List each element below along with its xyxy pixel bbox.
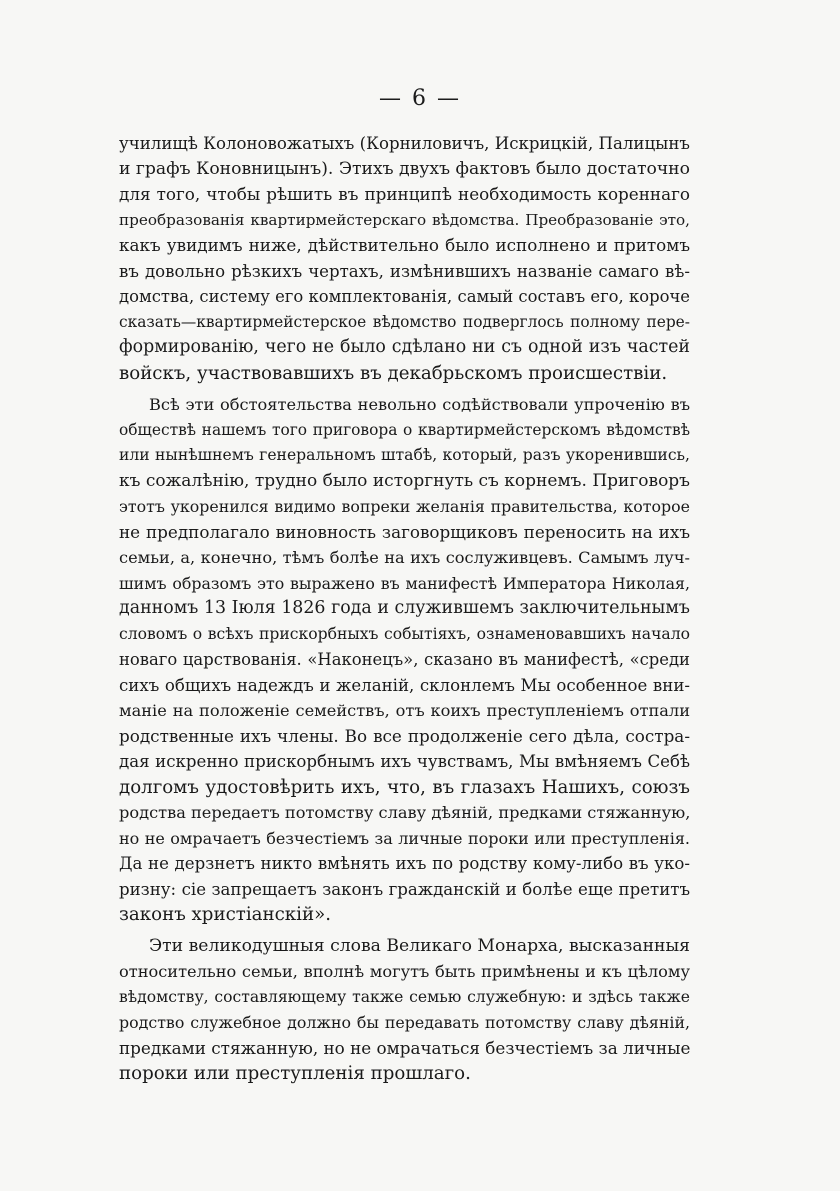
- text-line: данномъ 13 Іюля 1826 года и служившемъ заключительнымъ: [119, 598, 690, 618]
- text-line: дая искренно прискорбнымъ ихъ чувствамъ, Мы вмѣняемъ Себѣ: [119, 752, 690, 771]
- text-line: родство служебное должно бы передавать потомству славу дѣяній,: [119, 1013, 690, 1032]
- text-line: Эти великодушныя слова Великаго Монарха, высказанныя: [149, 935, 690, 956]
- paragraph-3: [119, 934, 690, 1087]
- text-line: долгомъ удостовѣрить ихъ, что, въ глазахъ Нашихъ, союзъ: [119, 776, 690, 798]
- text-line: и графъ Коновницынъ). Этихъ двухъ фактовъ было достаточно: [119, 158, 690, 179]
- text-line: сказать—квартирмейстерское вѣдомство подверглось полному пере-: [119, 312, 690, 331]
- text-line: семьи, а, конечно, тѣмъ болѣе на ихъ сослуживцевъ. Самымъ луч-: [119, 548, 690, 567]
- paragraph-2: [119, 392, 690, 928]
- text-line: Да не дерзнетъ никто вмѣнять ихъ по родству кому-либо въ уко-: [119, 854, 690, 873]
- text-line: родственные ихъ члены. Во все продолженіе сего дѣла, состра-: [119, 725, 690, 746]
- text-line: пороки или преступленія прошлаго.: [119, 1063, 471, 1084]
- text-line: Всѣ эти обстоятельства невольно содѣйствовали упроченію въ: [149, 395, 690, 414]
- text-line: словомъ о всѣхъ прискорбныхъ событіяхъ, ознаменовавшихъ начало: [119, 624, 690, 643]
- text-line: шимъ образомъ это выражено въ манифестѣ Императора Николая,: [119, 573, 690, 593]
- text-line: родства передаетъ потомству славу дѣяній, предками стяжанную,: [119, 803, 691, 822]
- text-line: вѣдомству, составляющему также семью служебную: и здѣсь также: [119, 987, 690, 1006]
- text-line: этотъ укоренился видимо вопреки желанія правительства, которое: [119, 497, 690, 516]
- text-line: какъ увидимъ ниже, дѣйствительно было исполнено и притомъ: [119, 235, 690, 255]
- text-line: формированію, чего не было сдѣлано ни съ одной изъ частей: [119, 337, 690, 357]
- text-line: къ сожалѣнію, трудно было исторгнуть съ корнемъ. Приговоръ: [119, 470, 690, 491]
- text-line: законъ христіанскій».: [119, 904, 332, 925]
- text-line: относительно семьи, вполнѣ могутъ быть примѣнены и къ цѣлому: [119, 962, 690, 981]
- text-line: но не омрачаетъ безчестіемъ за личные пороки или преступленія.: [119, 828, 690, 848]
- text-line: новаго царствованія. «Наконецъ», сказано въ манифестѣ, «среди: [119, 650, 690, 669]
- text-line: домства, систему его комплектованія, самый составъ его, короче: [119, 287, 690, 306]
- text-line: предками стяжанную, но не омрачаться безчестіемъ за личные: [119, 1037, 691, 1058]
- text-line: преобразованія квартирмейстерскаго вѣдомства. Преобразованіе это,: [119, 210, 690, 229]
- text-line: или нынѣшнемъ генеральномъ штабѣ, который, разъ укоренившись,: [119, 446, 690, 464]
- text-line: для того, чтобы рѣшить въ принципѣ необходимость кореннаго: [119, 184, 690, 204]
- text-line: сихъ общихъ надеждъ и желаній, склонлемъ Мы особенное вни-: [119, 675, 690, 695]
- text-line: ризну: сіе запрещаетъ законъ гражданскій и болѣе еще претитъ: [119, 879, 690, 899]
- text-line: маніе на положеніе семействъ, отъ коихъ преступленіемъ отпали: [119, 701, 690, 720]
- text-line: не предполагало виновность заговорщиковъ переносить на ихъ: [119, 521, 690, 542]
- text-line: обществѣ нашемъ того приговора о квартирмейстерскомъ вѣдомствѣ: [119, 420, 690, 439]
- text-line: войскъ, участвовавшихъ въ декабрьскомъ происшествіи.: [119, 362, 668, 384]
- text-line: училищѣ Колоновожатыхъ (Корниловичъ, Искрицкій, Палицынъ: [119, 134, 690, 153]
- text-line: въ довольно рѣзкихъ чертахъ, измѣнившихъ названіе самаго вѣ-: [119, 261, 690, 281]
- paragraph-1: [119, 131, 690, 386]
- body-text: [119, 131, 690, 1087]
- page-number: — 6 —: [379, 86, 461, 111]
